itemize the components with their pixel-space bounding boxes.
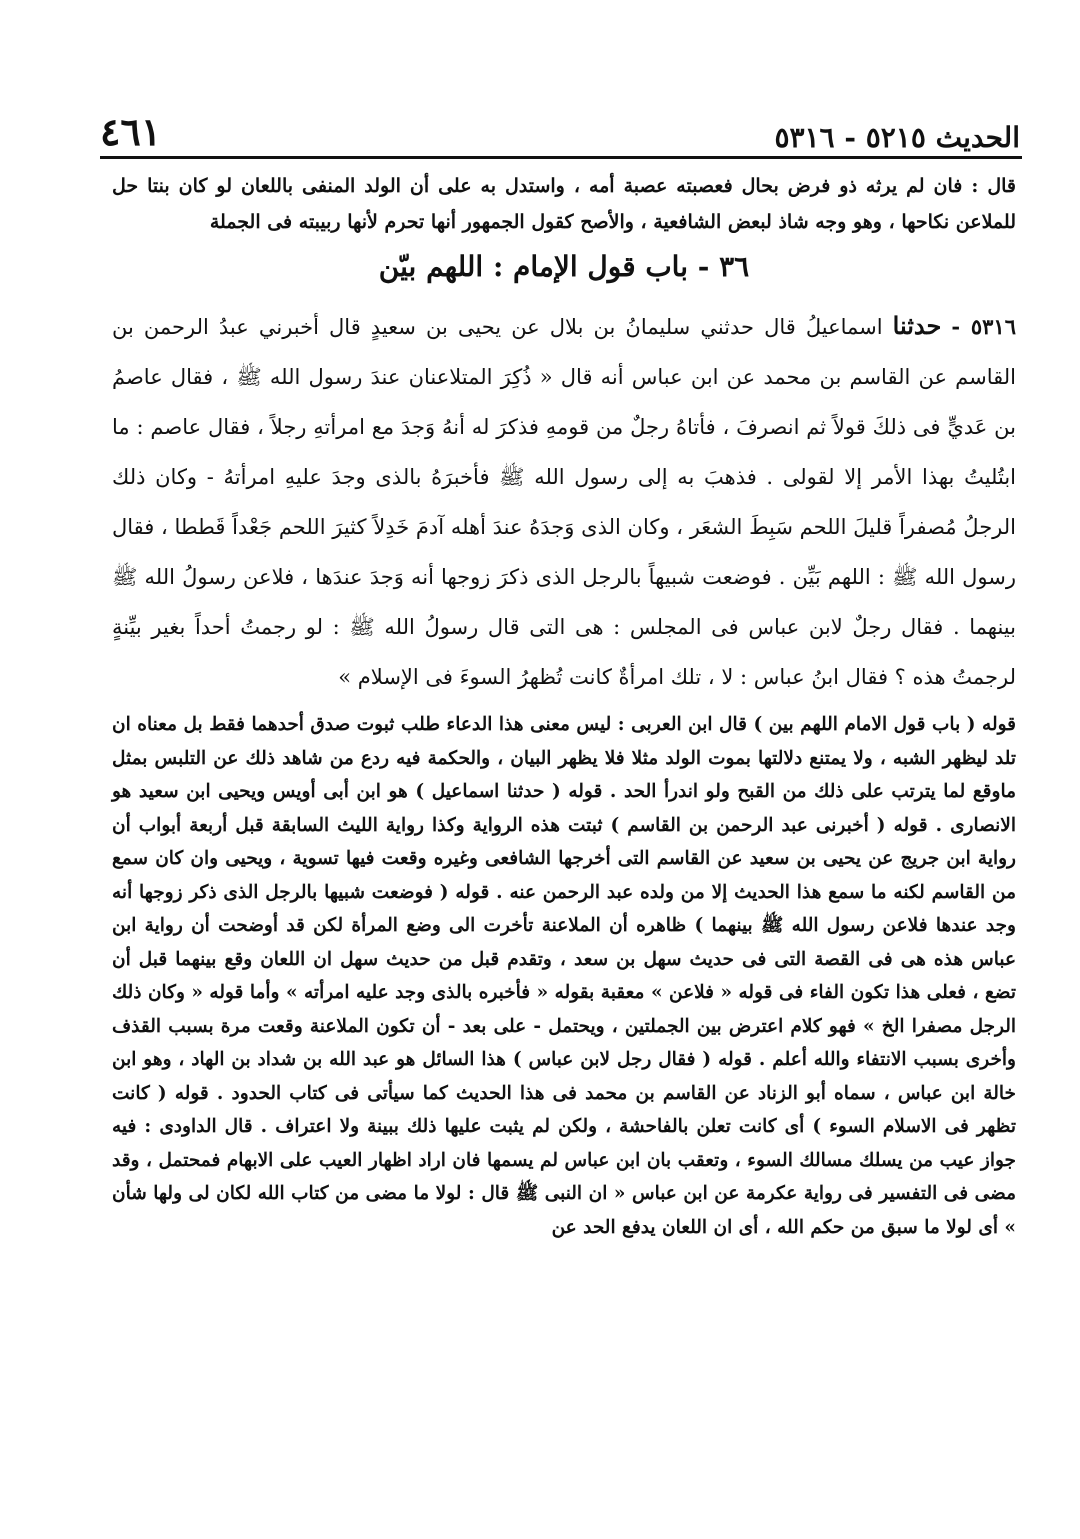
header-rule [100, 156, 1022, 159]
hadith-lead-word: حدثنا [892, 311, 942, 340]
commentary-text: قوله ( باب قول الامام اللهم بين ) قال ابن العربى : ليس معنى هذا الدعاء طلب ثبوت صدق أحدهما فقط بل معناه ان تلد ليظهر الشبه ، ولا يمتنع دلالتها بموت الولد مثلا فلا يظهر البيان ، والحكمة فيه ردع من شاهد ذلك عن التلبس بمثل ماوقع لما يترتب على ذلك من القبح ولو اندرأ الحد . قوله ( حدثنا اسماعيل ) هو ابن أبى أويس ويحيى ابن سعيد هو الانصارى . قوله ( أخبرنى عبد الرحمن بن القاسم ) ثبتت هذه الرواية وكذا رواية الليث السابقة قبل أربعة أبواب أن رواية ابن جريج عن يحيى بن سعيد عن القاسم التى أخرجها الشافعى وغيره وقعت فيها تسوية ، ويحيى وان كان سمع من القاسم لكنه ما سمع هذا الحديث إلا من ولده عبد الرحمن عنه . قوله ( فوضعت شبيها بالرجل الذى ذكر زوجها أنه وجد عندها فلاعن رسول الله ﷺ بينهما ) ظاهره أن الملاعنة تأخرت الى وضع المرأة لكن قد أوضحت أن رواية ابن عباس هذه هى فى القصة التى فى حديث سهل بن سعد ، وتقدم قبل من حديث سهل ان اللعان وقع بينهما قبل أن تضع ، فعلى هذا تكون الفاء فى قوله « فلاعن » معقبة بقوله « فأخبره بالذى وجد عليه امرأته » وأما قوله « وكان ذلك الرجل مصفرا الخ » فهو كلام اعترض بين الجملتين ، ويحتمل - على بعد - أن تكون الملاعنة وقعت مرة بسبب القذف وأخرى بسبب الانتفاء والله أعلم . قوله ( فقال رجل لابن عباس ) هذا السائل هو عبد الله بن شداد بن الهاد ، وهو ابن خالة ابن عباس ، سماه أبو الزناد عن القاسم بن محمد فى هذا الحديث كما سيأتى فى كتاب الحدود . قوله ( كانت تظهر فى الاسلام السوء ) أى كانت تعلن بالفاحشة ، ولكن لم يثبت عليها ذلك ببينة ولا اعتراف . قال الداودى : فيه جواز عيب من يسلك مسالك السوء ، وتعقب بان ابن عباس لم يسمها فان اراد اظهار العيب على الابهام فمحتمل ، وقد مضى فى التفسير فى رواية عكرمة عن ابن عباس « ان النبى ﷺ قال : لولا ما مضى من كتاب الله لكان لى ولها شأن » أى لولا ما سبق من حكم الله ، أى ان اللعان يدفع الحد عن [112, 714, 1016, 1238]
hadith-text [112, 301, 1016, 702]
chapter-heading: ٣٦ - باب قول الإمام : اللهم بيّن [378, 250, 750, 283]
hadith-number: ٥٣١٦ - [951, 314, 1016, 339]
previous-commentary: قال : فان لم يرثه ذو فرض بحال فعصبته عصبة أمه ، واستدل به على أن الولد المنفى باللعان لو كان بنتا حل للملاعن نكاحها ، وهو وجه شاذ لبعض الشافعية ، والأصح كقول الجمهور أنها تحرم لأنها ربيبته فى الجملة [112, 175, 1016, 233]
running-title: الحديث ٥٢١٥ - ٥٣١٦ [774, 121, 1020, 154]
page-header [100, 104, 1020, 154]
page-number: ٤٦١ [100, 109, 162, 154]
page-body [112, 168, 1016, 1244]
hadith-body: اسماعيلُ قال حدثني سليمانُ بن بلال عن يحيى بن سعيدٍ قال أخبرني عبدُ الرحمن بن القاسم عن القاسم بن محمد عن ابن عباس أنه قال « ذُكِرَ المتلاعنان عندَ رسول الله ﷺ ، فقال عاصمُ بن عَديٍّ فى ذلكَ قولاً ثم انصرفَ ، فأتاهُ رجلٌ من قومهِ فذكرَ له أنهُ وَجدَ مع امرأتهِ رجلاً ، فقال عاصم : ما ابتُليتُ بهذا الأمر إلا لقولى . فذهبَ به إلى رسول الله ﷺ فأخبرَهُ بالذى وجدَ عليهِ امرأتهُ - وكان ذلك الرجلُ مُصفراً قليلَ اللحم سَبِطَ الشعَر ، وكان الذى وَجدَهُ عندَ أهله آدمَ خَدِلاً كثيرَ اللحم جَعْداً قَططا ، فقال رسول الله ﷺ : اللهم بَيِّن . فوضعت شبيهاً بالرجل الذى ذكرَ زوجها أنه وَجدَ عندَها ، فلاعن رسولُ الله ﷺ بينهما . فقال رجلٌ لابن عباس فى المجلس : هى التى قال رسولُ الله ﷺ : لو رجمتُ أحداً بغير بيِّنةٍ لرجمتُ هذه ؟ فقال ابنُ عباس : لا ، تلك امرأةٌ كانت تُظهرُ السوءَ فى الإسلام » [112, 315, 1016, 689]
